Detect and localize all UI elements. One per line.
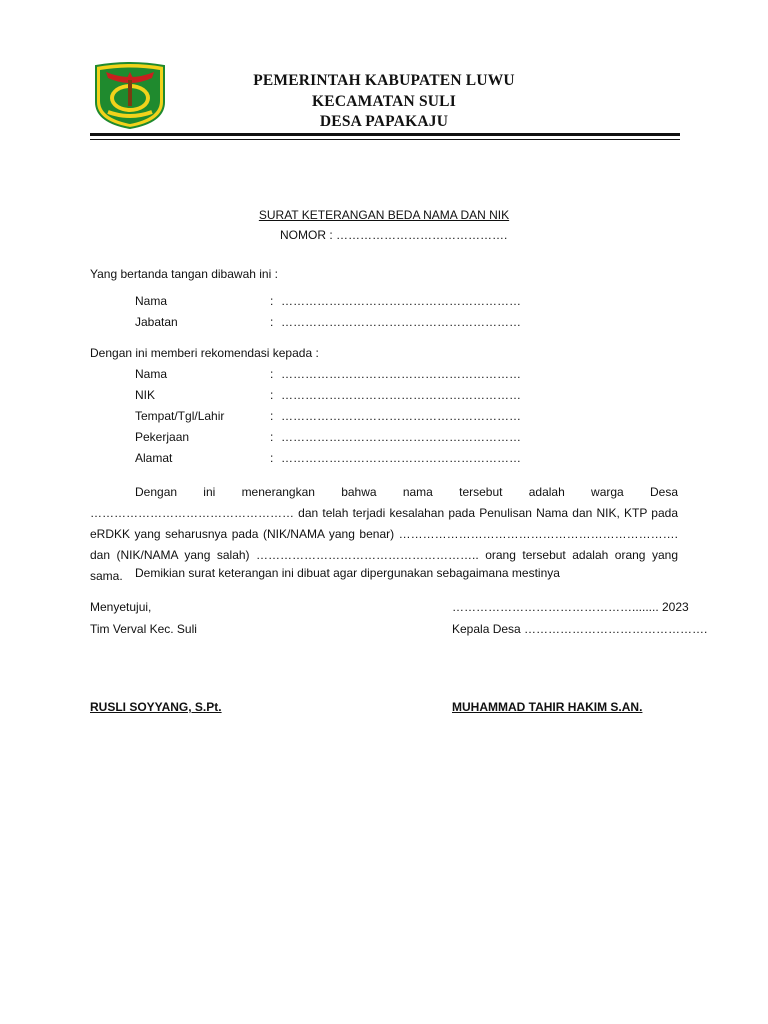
field-colon: :	[270, 409, 274, 423]
document-title-text: SURAT KETERANGAN BEDA NAMA DAN NIK	[258, 208, 510, 222]
letterhead-village: DESA PAPAKAJU	[319, 113, 449, 130]
field-colon: :	[270, 451, 274, 465]
recipient-birth-label: Tempat/Tgl/Lahir	[135, 409, 225, 423]
luwu-regency-logo	[92, 62, 168, 130]
signer-position-value: ……………………………………………………	[281, 315, 521, 329]
field-colon: :	[270, 388, 274, 402]
recipient-intro: Dengan ini memberi rekomendasi kepada :	[90, 346, 319, 360]
recipient-address-value: ……………………………………………………	[281, 451, 521, 465]
statement-text: Dengan ini menerangkan bahwa nama tersebut adalah warga Desa …………………………………………… dan telah terjadi kesalahan pada Penulisan Nama dan NIK, KTP pada eRDKK yang seharusnya pada (NIK/NAMA yang benar) ……………………………………………………………. dan (NIK/NAMA yang salah) ……………………………………………….. orang tersebut adalah orang yang sama.	[90, 485, 678, 583]
field-colon: :	[270, 430, 274, 444]
recipient-occupation-label: Pekerjaan	[135, 430, 190, 444]
verification-team-label: Tim Verval Kec. Suli	[90, 622, 197, 636]
approval-label: Menyetujui,	[90, 600, 152, 614]
letterhead-district: KECAMATAN SULI	[312, 93, 456, 110]
field-colon: :	[270, 315, 274, 329]
letterhead-divider-thin	[90, 139, 680, 140]
recipient-name-value: ……………………………………………………	[281, 367, 521, 381]
place-date-line: ………………………………………........ 2023	[452, 600, 689, 614]
recipient-nik-label: NIK	[135, 388, 156, 402]
document-title	[0, 208, 768, 222]
letterhead-divider-thick	[90, 133, 680, 136]
village-head-signatory: MUHAMMAD TAHIR HAKIM S.AN.	[452, 700, 643, 714]
verification-team-signatory: RUSLI SOYYANG, S.Pt.	[90, 700, 222, 714]
recipient-occupation-value: ……………………………………………………	[281, 430, 521, 444]
field-colon: :	[270, 367, 274, 381]
closing-statement: Demikian surat keterangan ini dibuat agar dipergunakan sebagaimana mestinya	[135, 566, 560, 580]
document-number: NOMOR : …………………………………….	[280, 228, 508, 242]
signer-intro: Yang bertanda tangan dibawah ini :	[90, 267, 278, 281]
village-head-label: Kepala Desa ……………………………………….	[452, 622, 708, 636]
signer-name-label: Nama	[135, 294, 168, 308]
recipient-birth-value: ……………………………………………………	[281, 409, 521, 423]
logo-emblem-icon	[92, 62, 168, 130]
signer-position-label: Jabatan	[135, 315, 178, 329]
signer-name-value: ……………………………………………………	[281, 294, 521, 308]
recipient-address-label: Alamat	[135, 451, 173, 465]
recipient-name-label: Nama	[135, 367, 168, 381]
field-colon: :	[270, 294, 274, 308]
recipient-nik-value: ……………………………………………………	[281, 388, 521, 402]
letterhead-government: PEMERINTAH KABUPATEN LUWU	[253, 72, 515, 89]
